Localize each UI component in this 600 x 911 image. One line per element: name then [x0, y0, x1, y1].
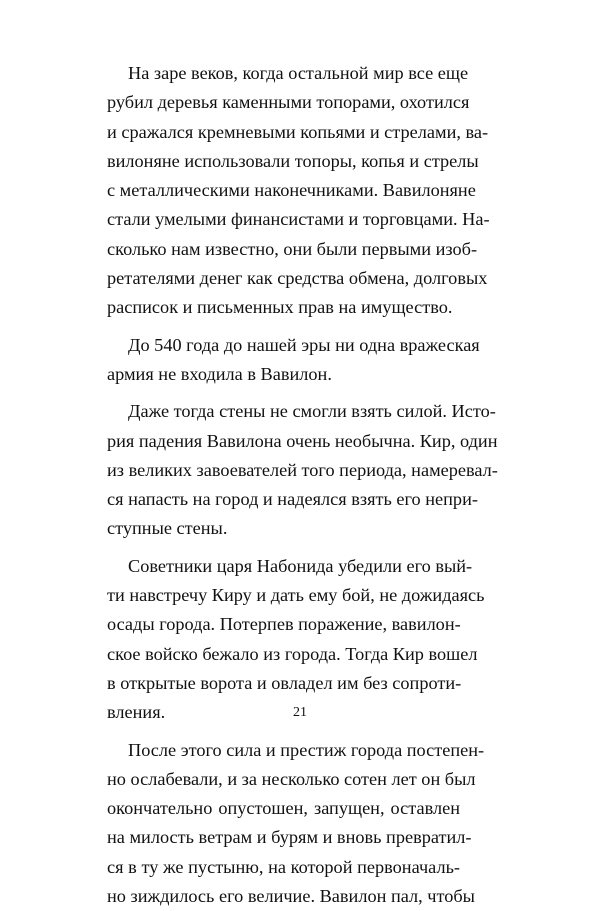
text-line: рубил деревья каменными топорами, охотился — [107, 92, 470, 113]
text-line: До 540 года до нашей эры ни одна вражеская — [128, 334, 480, 355]
text-line: но зиждилось его величие. Вавилон пал, чтобы — [107, 886, 475, 907]
paragraph-3 — [107, 397, 498, 543]
text-line: окончательно опустошен, запущен, оставлен — [107, 798, 460, 819]
text-line: и сражался кремневыми копьями и стрелами, ва- — [107, 121, 489, 142]
text-line: с металлическими наконечниками. Вавилоняне — [107, 180, 476, 201]
paragraph-4 — [107, 552, 485, 728]
text-line: в открытые ворота и овладел им без сопроти- — [107, 672, 462, 693]
text-line: на милость ветрам и бурям и вновь превратил- — [107, 827, 472, 848]
paragraph-1 — [107, 59, 490, 323]
text-line: ся напасть на город и надеялся взять его непри- — [107, 489, 478, 510]
text-line: вилоняне использовали топоры, копья и стрелы — [107, 150, 479, 171]
text-line: стали умелыми финансистами и торговцами. На- — [107, 209, 490, 230]
body-text — [107, 59, 498, 911]
page-number: 21 — [293, 705, 307, 720]
text-line: вления. — [107, 702, 166, 723]
text-line: Даже тогда стены не смогли взять силой. Исто- — [128, 401, 496, 422]
paragraph-5 — [107, 736, 485, 911]
text-line: но ослабевали, и за несколько сотен лет он был — [107, 768, 476, 789]
text-line: ступные стены. — [107, 518, 228, 539]
text-line: После этого сила и престиж города постепен- — [128, 739, 485, 760]
text-line: рия падения Вавилона очень необычна. Кир, один — [107, 430, 498, 451]
text-line: из великих завоевателей того периода, намеревал- — [107, 459, 498, 480]
text-line: На заре веков, когда остальной мир все еще — [128, 63, 469, 83]
text-line: ретателями денег как средства обмена, долговых — [107, 268, 488, 289]
text-line: расписок и письменных прав на имущество. — [107, 297, 453, 318]
text-line: осады города. Потерпев поражение, вавилон- — [107, 614, 461, 635]
text-line: армия не входила в Вавилон. — [107, 363, 332, 384]
text-line: Советники царя Набонида убедили его вый- — [128, 555, 473, 576]
text-line: ти навстречу Киру и дать ему бой, не дожидаясь — [107, 585, 485, 606]
text-line: сколько нам известно, они были первыми изоб- — [107, 238, 478, 259]
text-line: ся в ту же пустыню, на которой первоначаль- — [107, 856, 460, 877]
text-line: ское войско бежало из города. Тогда Кир вошел — [107, 643, 478, 664]
paragraph-2 — [107, 331, 480, 390]
